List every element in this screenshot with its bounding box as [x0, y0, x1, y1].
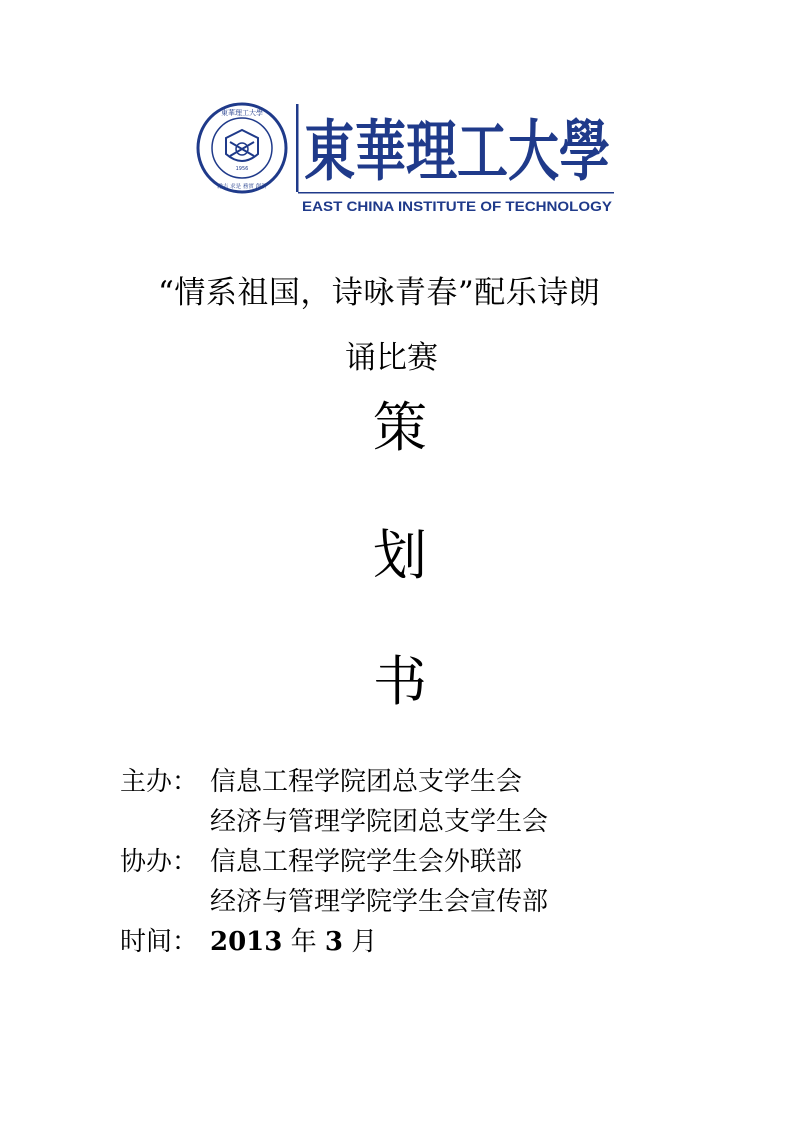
- host-label: 主办：: [120, 767, 199, 797]
- time-row: [120, 922, 720, 962]
- svg-text:勵志 求是 務實 創新: 勵志 求是 務實 創新: [217, 184, 267, 190]
- co-host-organizer-2: 经济与管理学院学生会宣传部: [210, 887, 549, 917]
- event-title-line-1: “情系祖国，诗咏青春”配乐诗朗: [158, 275, 601, 311]
- time-year: 2013: [210, 927, 283, 957]
- time-year-unit: 年: [290, 927, 317, 957]
- logo-english-name: EAST CHINA INSTITUTE OF TECHNOLOGY: [302, 198, 613, 214]
- host-row-2: [120, 802, 720, 842]
- university-logo: [196, 100, 616, 218]
- host-organizer-2: 经济与管理学院团总支学生会: [210, 807, 549, 837]
- host-row-1: [120, 762, 720, 802]
- svg-text:東華理工大學: 東華理工大學: [221, 109, 263, 117]
- time-month-unit: 月: [351, 927, 378, 957]
- time-month: 3: [324, 927, 344, 957]
- svg-text:1956: 1956: [235, 166, 249, 172]
- event-title-line-2: 诵比赛: [345, 340, 438, 376]
- co-host-organizer-1: 信息工程学院学生会外联部: [210, 847, 523, 877]
- time-label: 时间：: [120, 927, 199, 957]
- organizer-info: [120, 762, 720, 962]
- co-host-label: 协办：: [120, 847, 199, 877]
- logo-chinese-name: 東華理工大學: [304, 112, 610, 190]
- co-host-row-2: [120, 882, 720, 922]
- co-host-row-1: [120, 842, 720, 882]
- doc-type-char-3: 书: [373, 650, 427, 713]
- doc-type-char-2: 划: [373, 524, 427, 587]
- doc-type-char-1: 策: [373, 396, 427, 459]
- host-organizer-1: 信息工程学院团总支学生会: [210, 767, 523, 797]
- university-seal-icon: [198, 104, 286, 192]
